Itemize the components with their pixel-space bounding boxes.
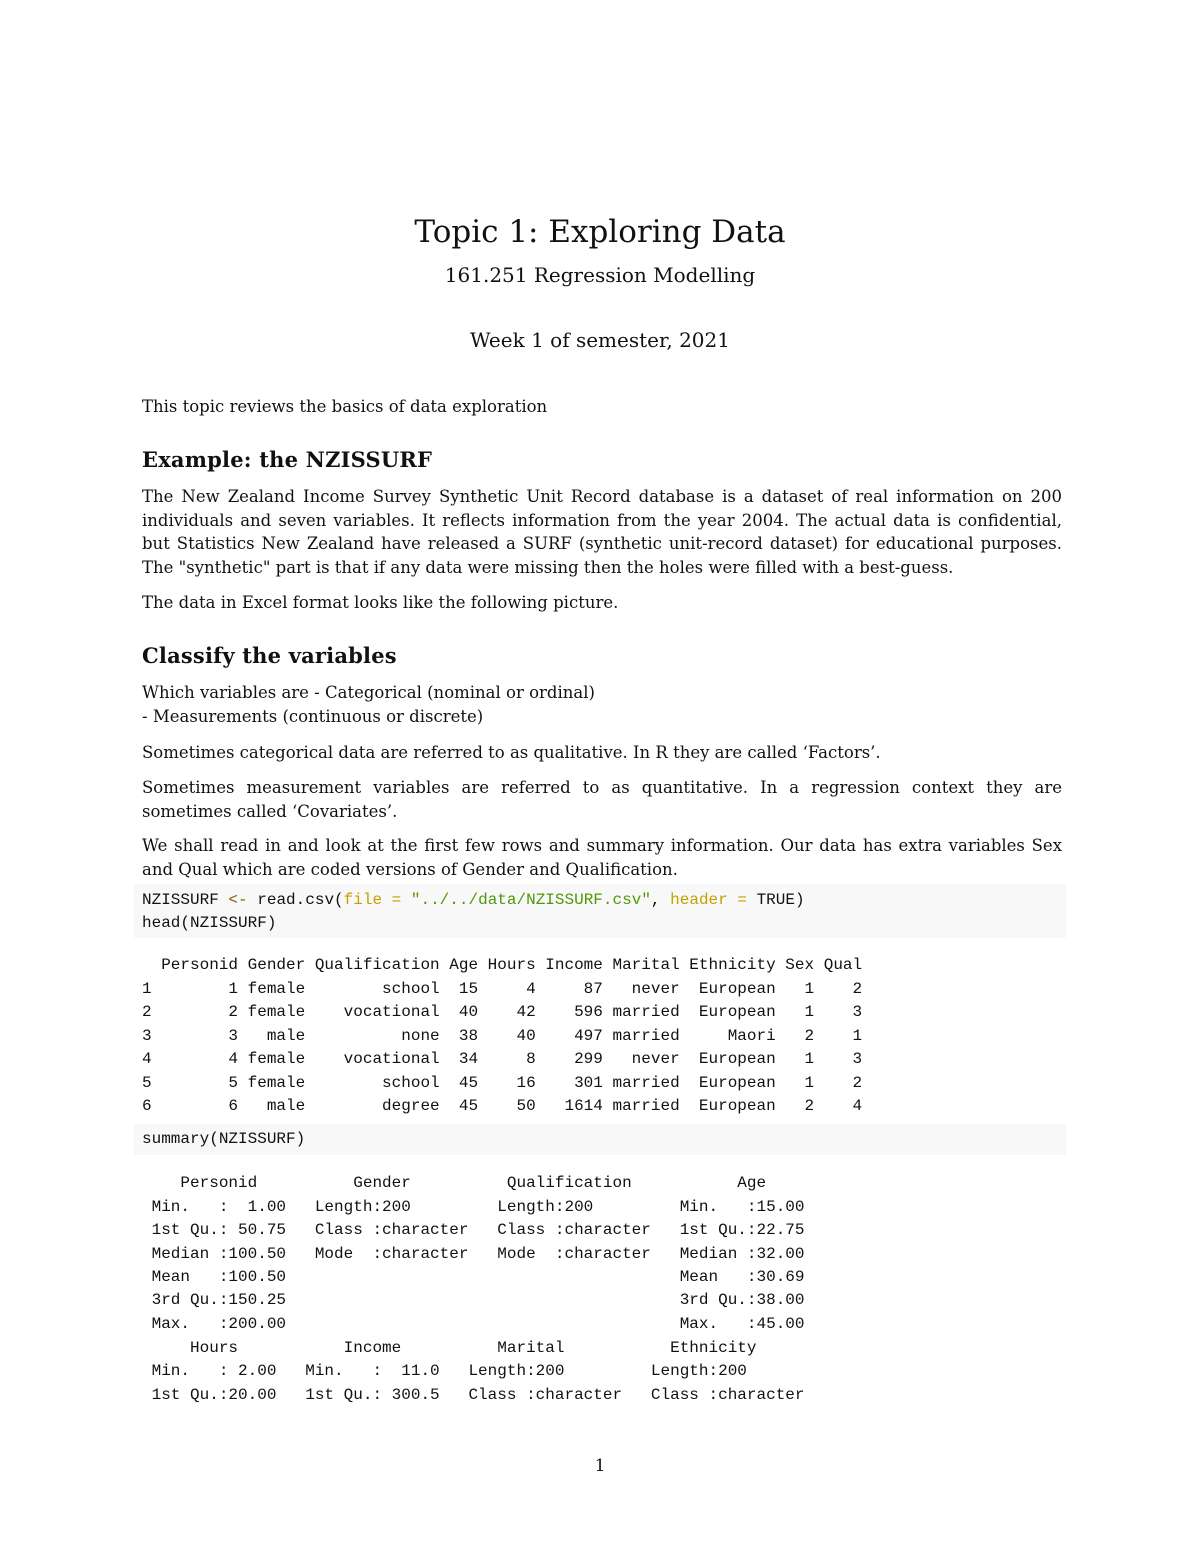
course-subtitle: 161.251 Regression Modelling: [444, 263, 756, 287]
summary-line: Min. : 1.00 Length:200 Length:200 Min. :15.00: [142, 1198, 824, 1216]
code-token: "../../data/NZISSURF.csv": [410, 891, 651, 909]
code-token: file =: [343, 891, 402, 909]
code-line: summary(NZISSURF): [142, 1130, 306, 1148]
summary-line: Median :100.50 Mode :character Mode :character Median :32.00: [142, 1245, 824, 1263]
code-block-summary: [134, 1124, 1066, 1155]
code-token: ,: [650, 891, 661, 909]
code-token: header =: [670, 891, 747, 909]
section-paragraph: The data in Excel format looks like the following picture.: [142, 593, 619, 612]
code-block-read: [134, 884, 1066, 938]
code-token: NZISSURF: [142, 891, 219, 909]
section-paragraph: Sometimes categorical data are referred to as qualitative. In R they are called ‘Factors’.: [142, 743, 881, 762]
summary-line: Max. :200.00 Max. :45.00: [142, 1315, 824, 1333]
section-paragraph: The New Zealand Income Survey Synthetic Unit Record database is a dataset of real information on 200 individuals and seven variables. It reflects information from the year 2004. The actual data is confidential, but Statistics New Zealand have released a SURF (synthetic unit-record dataset) for educational purposes. The "synthetic" part is that if any data were missing then the holes were filled with a best-guess.: [142, 487, 1062, 577]
section-paragraph: We shall read in and look at the first few rows and summary information. Our data has extra variables Sex and Qual which are coded versions of Gender and Qualification.: [142, 836, 1062, 879]
code-token: <-: [228, 891, 248, 909]
code-line: head(NZISSURF): [142, 914, 277, 932]
code-token: TRUE): [756, 891, 805, 909]
output-row: 6 6 male degree 45 50 1614 married European 2 4: [142, 1097, 863, 1115]
output-row: 2 2 female vocational 40 42 596 married European 1 3: [142, 1003, 863, 1021]
summary-line: Mean :100.50 Mean :30.69: [142, 1268, 824, 1286]
summary-line: Hours Income Marital Ethnicity: [142, 1339, 824, 1357]
output-row: 5 5 female school 45 16 301 married European 1 2: [142, 1074, 863, 1092]
summary-line: 3rd Qu.:150.25 3rd Qu.:38.00: [142, 1291, 824, 1309]
list-line: Which variables are - Categorical (nominal or ordinal): [142, 683, 595, 702]
summary-line: 1st Qu.: 50.75 Class :character Class :character 1st Qu.:22.75: [142, 1221, 824, 1239]
output-header: Personid Gender Qualification Age Hours Income Marital Ethnicity Sex Qual: [142, 956, 863, 974]
code-line: [142, 889, 805, 912]
output-row: 1 1 female school 15 4 87 never European 1 2: [142, 980, 863, 998]
code-token: read.csv(: [257, 891, 344, 909]
output-row: 3 3 male none 38 40 497 married Maori 2 1: [142, 1027, 863, 1045]
section-heading-example: Example: the NZISSURF: [142, 447, 433, 472]
page-number: 1: [594, 1456, 606, 1476]
summary-line: 1st Qu.:20.00 1st Qu.: 300.5 Class :character Class :character: [142, 1386, 824, 1404]
output-row: 4 4 female vocational 34 8 299 never European 1 3: [142, 1050, 863, 1068]
section-heading-classify: Classify the variables: [142, 643, 397, 668]
list-line: - Measurements (continuous or discrete): [142, 707, 484, 726]
section-paragraph: Sometimes measurement variables are referred to as quantitative. In a regression context they are sometimes called ‘Covariates’.: [142, 778, 1062, 821]
date-line: Week 1 of semester, 2021: [470, 328, 730, 352]
summary-line: Min. : 2.00 Min. : 11.0 Length:200 Length:200: [142, 1362, 824, 1380]
page-title: Topic 1: Exploring Data: [414, 214, 786, 250]
intro-text: This topic reviews the basics of data exploration: [142, 397, 548, 416]
summary-line: Personid Gender Qualification Age: [142, 1174, 834, 1192]
